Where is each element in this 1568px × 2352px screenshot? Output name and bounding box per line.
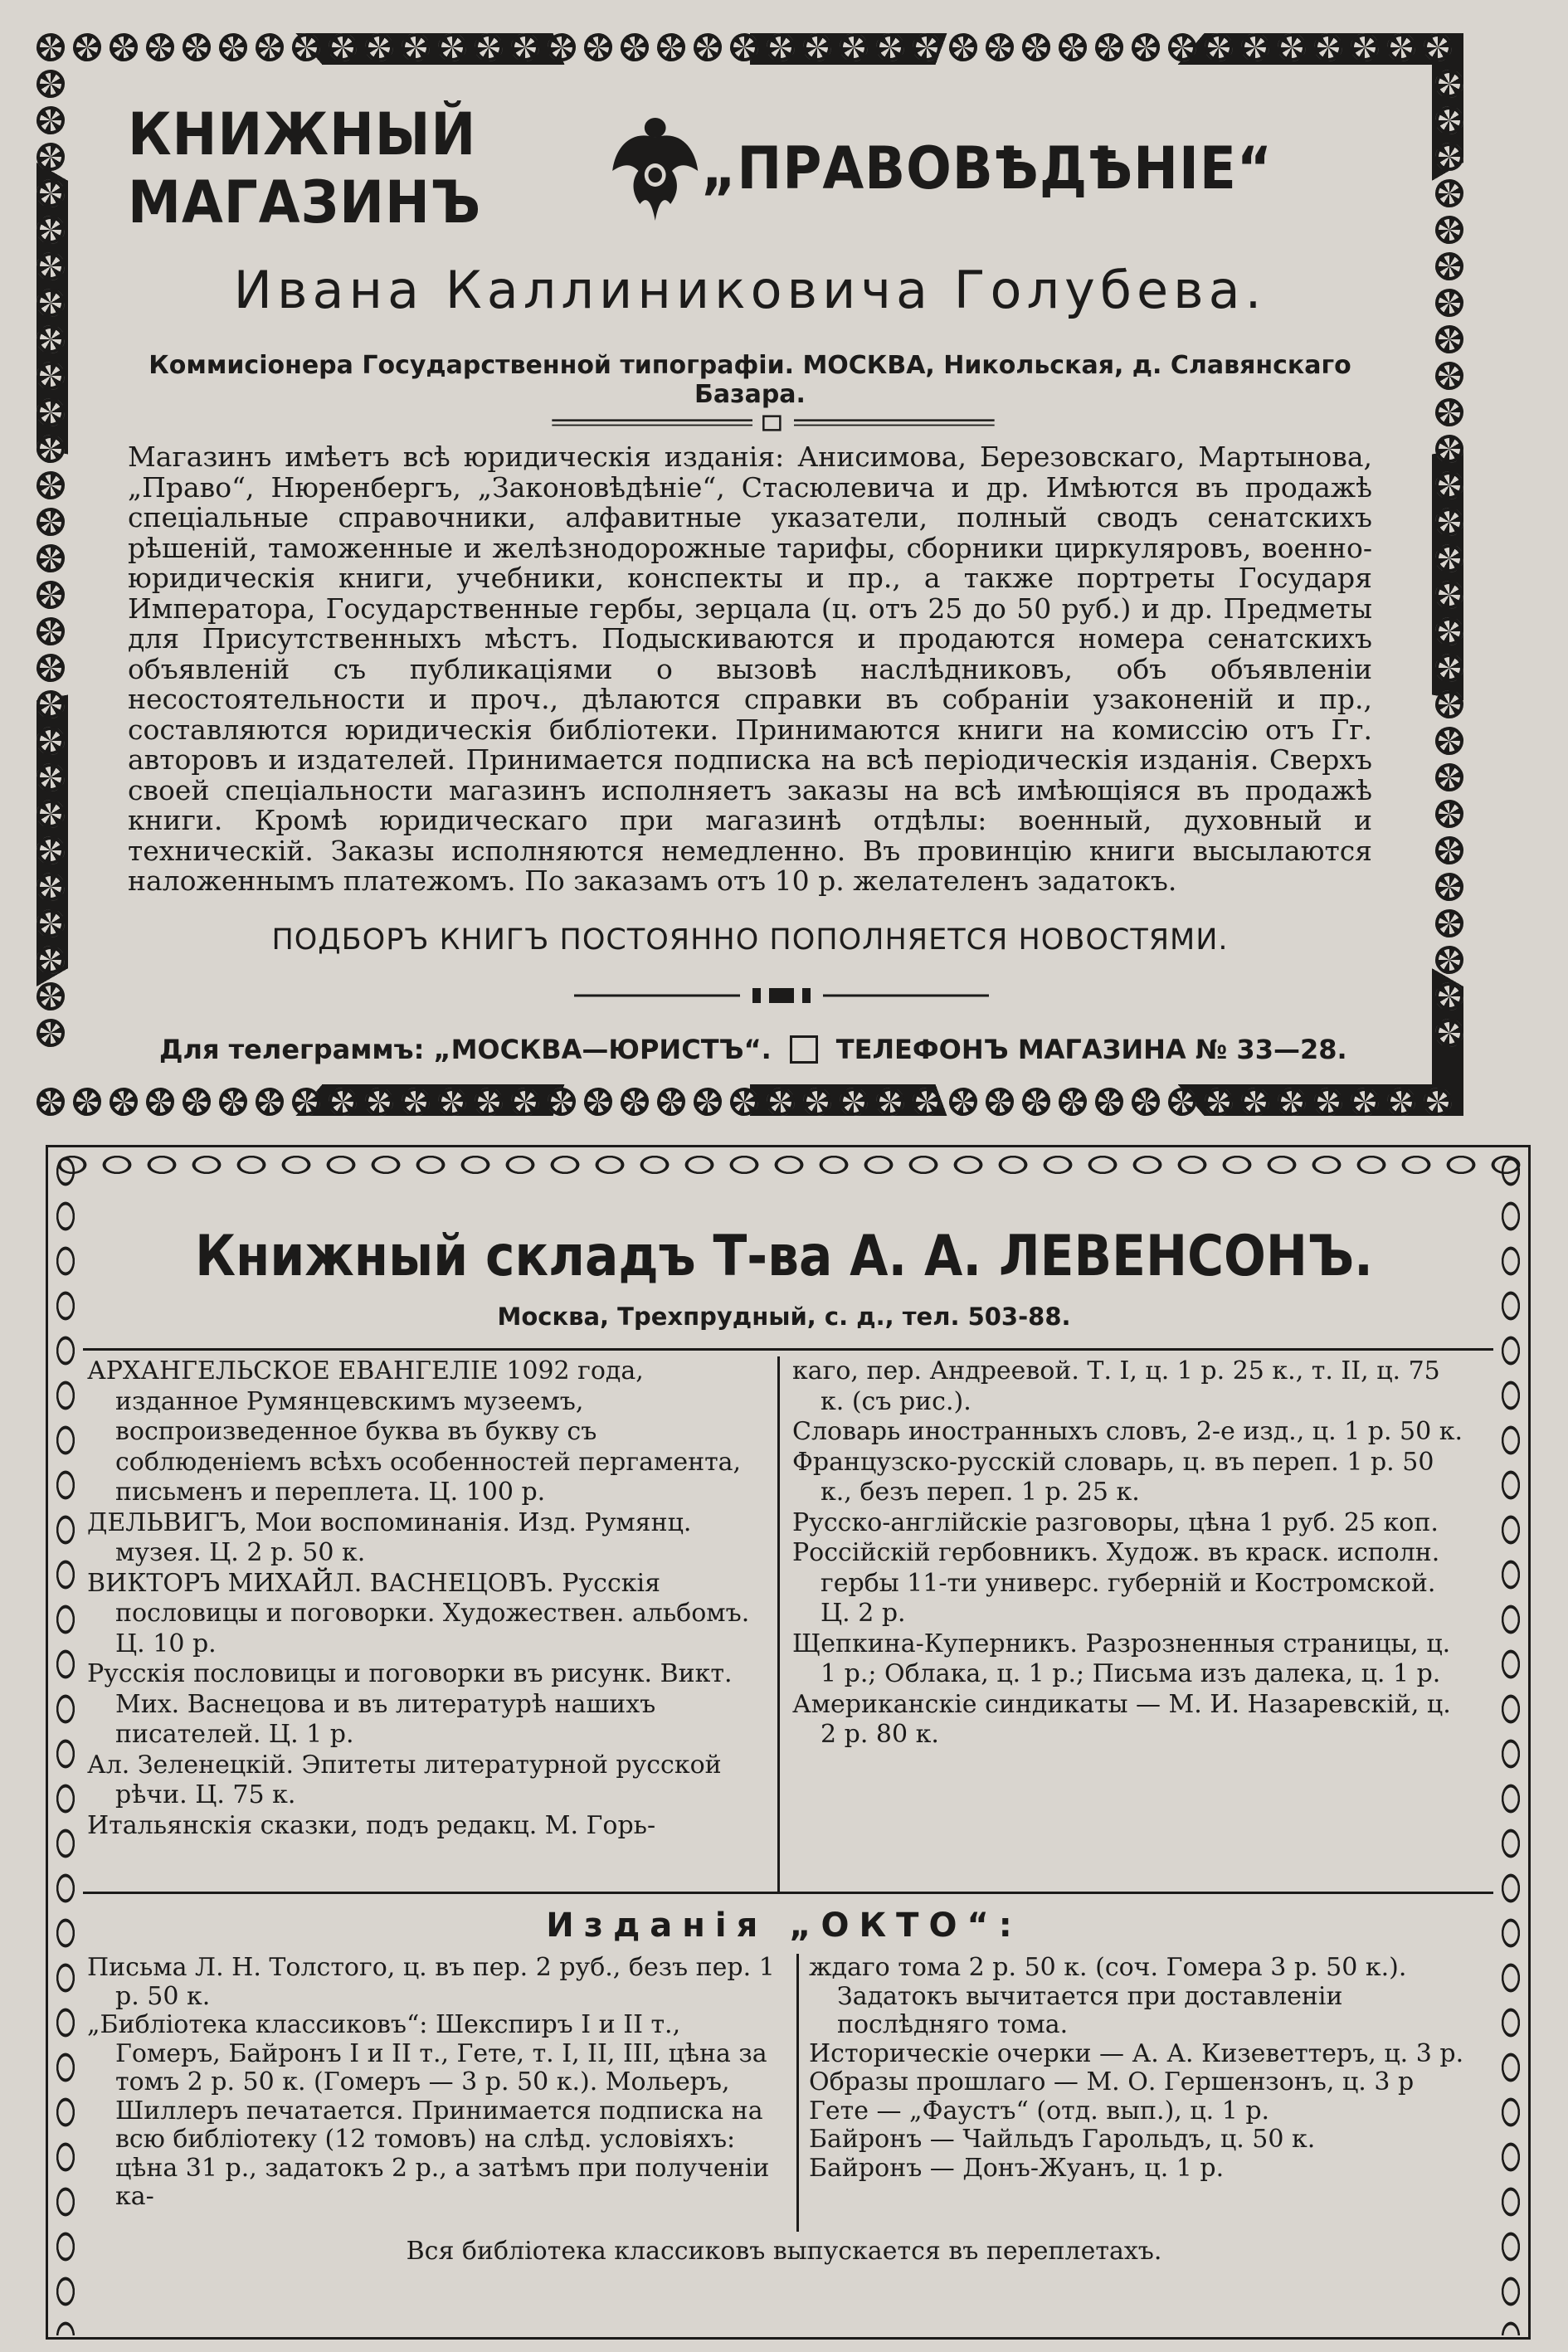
- wreath-ornament-icon: [584, 33, 612, 61]
- wreath-ornament-icon: [37, 873, 65, 901]
- double-headed-eagle-icon: [610, 110, 701, 226]
- wreath-ornament-icon: [1435, 727, 1463, 755]
- wreath-ornament-icon: [1314, 1088, 1342, 1116]
- wreath-ornament-icon: [37, 800, 65, 828]
- wreath-ornament-icon: [1205, 1088, 1233, 1116]
- wreath-ornament-icon: [73, 33, 101, 61]
- subtitle: Коммисіонера Государственной типографіи. МОСКВА, Никольская, д. Славянскаго Базара.: [149, 351, 1351, 409]
- list-item: „Библіотека классиковъ“: Шекспиръ I и II т., Гомеръ, Байронъ I и II т., Гете, т. I, II, III, цѣна за томъ 2 р. 50 к. (Гомеръ — 3 р. 50 к.). Мольеръ, Шиллеръ печатается. Принимается подписка на всю библіотеку (12 томовъ) на слѣд. условіяхъ: цѣна 31 р., задатокъ 2 р., а затѣмъ при полученіи ка-: [87, 2010, 770, 2211]
- wreath-ornament-icon: [1022, 33, 1050, 61]
- wreath-ornament-icon: [1435, 800, 1463, 828]
- rule-top: [83, 1348, 1493, 1351]
- list-item: Письма Л. Н. Толстого, ц. въ пер. 2 руб., безъ пер. 1 р. 50 к.: [87, 1953, 775, 2011]
- wreath-ornament-icon: [730, 33, 758, 61]
- wreath-ornament-icon: [1435, 982, 1463, 1010]
- shop-phone: ТЕЛЕФОНЪ МАГАЗИНА № 33—28.: [835, 1034, 1347, 1065]
- square-ornament-icon: [790, 1035, 818, 1064]
- wreath-ornament-icon: [256, 1088, 284, 1116]
- wreath-ornament-icon: [548, 33, 576, 61]
- wreath-ornament-icon: [256, 33, 284, 61]
- list-item: Ал. Зеленецкій. Эпитеты литературной русской рѣчи. Ц. 75 к.: [87, 1750, 722, 1809]
- wreath-ornament-icon: [1435, 362, 1463, 390]
- wreath-ornament-icon: [146, 1088, 174, 1116]
- column-rule: [777, 1356, 780, 1892]
- wreath-ornament-icon: [1435, 873, 1463, 901]
- okto-right-column: [809, 1954, 1473, 2183]
- wreath-ornament-icon: [1241, 33, 1269, 61]
- list-item: Байронъ — Чайльдъ Гарольдъ, ц. 50 к.: [809, 2125, 1316, 2154]
- wreath-ornament-icon: [183, 33, 211, 61]
- wreath-ornament-icon: [949, 33, 977, 61]
- levenson-address: Москва, Трехпрудный, с. д., тел. 503-88.: [497, 1303, 1071, 1331]
- wreath-ornament-icon: [402, 33, 430, 61]
- wreath-ornament-icon: [548, 1088, 576, 1116]
- okto-title: Изданія „ОКТО“:: [546, 1906, 1022, 1945]
- wreath-ornament-icon: [1435, 143, 1463, 171]
- wreath-ornament-icon: [1435, 690, 1463, 718]
- wreath-ornament-icon: [1095, 33, 1123, 61]
- wreath-ornament-icon: [292, 1088, 320, 1116]
- list-item: Русско-англійскіе разговоры, цѣна 1 руб. 25 коп.: [792, 1507, 1439, 1537]
- wreath-ornament-icon: [37, 617, 65, 645]
- wreath-ornament-icon: [1435, 654, 1463, 682]
- list-item: АРХАНГЕЛЬСКОЕ ЕВАНГЕЛІЕ 1092 года, изданное Румянцевскимъ музеемъ, воспроизведенное буква въ букву съ соблюденіемъ всѣхъ особенностей пергамента, письменъ и переплета. Ц. 100 р.: [87, 1356, 742, 1507]
- wreath-ornament-icon: [37, 909, 65, 937]
- wreath-ornament-icon: [1132, 1088, 1160, 1116]
- wreath-ornament-icon: [803, 33, 831, 61]
- wreath-ornament-icon: [913, 33, 941, 61]
- wreath-ornament-icon: [1435, 216, 1463, 244]
- wreath-ornament-icon: [621, 1088, 649, 1116]
- wreath-ornament-icon: [803, 1088, 831, 1116]
- levenson-right-column: [792, 1356, 1468, 1751]
- wreath-ornament-icon: [840, 1088, 868, 1116]
- wreath-ornament-icon: [1435, 836, 1463, 864]
- list-item: Американскіе синдикаты — М. И. Назаревскій, ц. 2 р. 80 к.: [792, 1689, 1451, 1749]
- chain-border-top: [50, 1149, 1527, 1181]
- wreath-ornament-icon: [1435, 471, 1463, 499]
- wreath-ornament-icon: [1278, 1088, 1306, 1116]
- ornamental-divider: [508, 415, 1039, 431]
- okto-column-rule: [796, 1954, 799, 2232]
- wreath-ornament-icon: [1059, 33, 1087, 61]
- wreath-ornament-icon: [37, 581, 65, 609]
- ornamental-divider-2: [574, 986, 989, 1006]
- levenson-title: Книжный складъ Т-ва А. А. ЛЕВЕНСОНЪ.: [195, 1224, 1373, 1289]
- wreath-ornament-icon: [876, 1088, 904, 1116]
- rule-middle: [83, 1892, 1493, 1894]
- wreath-ornament-icon: [949, 1088, 977, 1116]
- wreath-ornament-icon: [1351, 1088, 1379, 1116]
- wreath-ornament-icon: [438, 33, 466, 61]
- wreath-ornament-icon: [37, 836, 65, 864]
- wreath-ornament-icon: [37, 946, 65, 974]
- shop-title-row: [128, 100, 1273, 236]
- wreath-ornament-icon: [365, 1088, 393, 1116]
- okto-left-column: [87, 1954, 784, 2212]
- wreath-ornament-icon: [1387, 33, 1415, 61]
- shop-description: Магазинъ имѣетъ всѣ юридическія изданія: Анисимова, Березовскаго, Мартынова, „Право“, Нюренбергъ, „Законовѣдѣніе“, Стасюлевича и др. Имѣются въ продажѣ спеціальные справочники, алфавитные указатели, полный сводъ сенатскихъ рѣшеній, таможенные и желѣзнодорожные тарифы, сборники циркуляровъ, военно-юридическія книги, учебники, конспекты и пр., а также портреты Государя Императора, Государственные гербы, зерцала (ц. отъ 25 до 50 руб.) и др. Предметы для Присутственныхъ мѣстъ. Подыскиваются и продаются номера сенатскихъ объявленій съ публикаціями о вызовѣ наслѣдниковъ, объ объявленіи несостоятельности и проч., дѣлаются справки въ собраніи узаконеній и пр., составляются юридическія библіотеки. Принимаются книги на комиссію отъ Гг. авторовъ и издателей. Принимается подписка на всѣ періодическія изданія. Сверхъ своей спеціальности магазинъ исполняетъ заказы на всѣ имѣющіяся въ продажѣ книги. Кромѣ юридическаго при магазинѣ отдѣлы: военный, духовный и техническій. Заказы исполняются немедленно. Въ провинцію книги высылаются наложеннымъ платежомъ. По заказамъ отъ 10 р. желателенъ задатокъ.: [128, 441, 1372, 897]
- wreath-ornament-icon: [913, 1088, 941, 1116]
- wreath-ornament-icon: [37, 33, 65, 61]
- list-item: Французско-русскій словарь, ц. въ переп. 1 р. 50 к., безъ переп. 1 р. 25 к.: [792, 1447, 1434, 1507]
- wreath-ornament-icon: [329, 1088, 357, 1116]
- wreath-ornament-icon: [37, 70, 65, 98]
- wreath-ornament-icon: [1435, 544, 1463, 572]
- wreath-ornament-icon: [1435, 946, 1463, 974]
- wreath-ornament-icon: [365, 33, 393, 61]
- wreath-ornament-icon: [1435, 252, 1463, 280]
- wreath-ornament-icon: [657, 1088, 685, 1116]
- wreath-ornament-icon: [1241, 1088, 1269, 1116]
- list-item: Щепкина-Куперникъ. Разрозненныя страницы, ц. 1 р.; Облака, ц. 1 р.; Письма изъ далека, ц. 1 р.: [792, 1629, 1451, 1688]
- wreath-ornament-icon: [511, 1088, 539, 1116]
- wreath-ornament-icon: [1424, 33, 1452, 61]
- wreath-ornament-icon: [1314, 33, 1342, 61]
- wreath-ornament-icon: [1435, 617, 1463, 645]
- list-item: ждаго тома 2 р. 50 к. (соч. Гомера 3 р. 50 к.). Задатокъ вычитается при доставленіи послѣдняго тома.: [809, 1953, 1407, 2039]
- wreath-ornament-icon: [37, 982, 65, 1010]
- wreath-ornament-icon: [37, 727, 65, 755]
- owner-name: Ивана Каллиниковича Голубева.: [233, 260, 1267, 320]
- wreath-ornament-icon: [584, 1088, 612, 1116]
- wreath-ornament-icon: [1435, 508, 1463, 536]
- list-item: Итальянскія сказки, подъ редакц. М. Горь-: [87, 1810, 656, 1840]
- list-item: каго, пер. Андреевой. Т. I, ц. 1 р. 25 к., т. II, ц. 75 к. (съ рис.).: [792, 1356, 1440, 1416]
- wreath-ornament-icon: [986, 33, 1014, 61]
- wreath-ornament-icon: [37, 508, 65, 536]
- wreath-ornament-icon: [1435, 289, 1463, 317]
- wreath-ornament-icon: [475, 33, 503, 61]
- wreath-ornament-icon: [329, 33, 357, 61]
- wreath-ornament-icon: [840, 33, 868, 61]
- wreath-ornament-icon: [1424, 1088, 1452, 1116]
- slogan: ПОДБОРЪ КНИГЪ ПОСТОЯННО ПОПОЛНЯЕТСЯ НОВОСТЯМИ.: [271, 923, 1229, 957]
- wreath-ornament-icon: [1435, 581, 1463, 609]
- wreath-ornament-icon: [37, 435, 65, 463]
- shop-title-right: „ПРАВОВѢДѢНІЕ“: [701, 134, 1273, 202]
- wreath-ornament-icon: [1278, 33, 1306, 61]
- wreath-ornament-icon: [292, 33, 320, 61]
- wreath-ornament-icon: [1132, 33, 1160, 61]
- wreath-ornament-icon: [37, 1019, 65, 1047]
- wreath-ornament-icon: [37, 544, 65, 572]
- wreath-ornament-icon: [986, 1088, 1014, 1116]
- wreath-ornament-icon: [402, 1088, 430, 1116]
- wreath-ornament-icon: [1435, 325, 1463, 353]
- wreath-ornament-icon: [1435, 179, 1463, 207]
- wreath-ornament-icon: [1435, 435, 1463, 463]
- wreath-ornament-icon: [37, 252, 65, 280]
- levenson-left-column: [87, 1356, 763, 1841]
- contacts-line: [159, 1034, 1420, 1065]
- list-item: Россійскій гербовникъ. Худож. въ краск. исполн. гербы 11-ти универс. губерній и Костромской. Ц. 2 р.: [792, 1538, 1440, 1628]
- wreath-ornament-icon: [1435, 70, 1463, 98]
- wreath-ornament-icon: [1435, 398, 1463, 426]
- wreath-ornament-icon: [37, 289, 65, 317]
- wreath-ornament-icon: [110, 1088, 138, 1116]
- telegram-address: Для телеграммъ: „МОСКВА—ЮРИСТЪ“.: [159, 1034, 772, 1065]
- wreath-ornament-icon: [73, 1088, 101, 1116]
- list-item: ДЕЛЬВИГЪ, Мои воспоминанія. Изд. Румянц. музея. Ц. 2 р. 50 к.: [87, 1507, 692, 1567]
- wreath-ornament-icon: [767, 33, 795, 61]
- wreath-ornament-icon: [37, 398, 65, 426]
- wreath-ornament-icon: [37, 654, 65, 682]
- list-item: Историческіе очерки — А. А. Кизеветтеръ, ц. 3 р.: [809, 2038, 1464, 2068]
- wreath-ornament-icon: [110, 33, 138, 61]
- wreath-ornament-icon: [219, 33, 247, 61]
- wreath-ornament-icon: [1168, 33, 1196, 61]
- wreath-ornament-icon: [511, 33, 539, 61]
- wreath-ornament-icon: [694, 33, 722, 61]
- wreath-ornament-icon: [37, 179, 65, 207]
- list-item: Гете — „Фаустъ“ (отд. вып.), ц. 1 р.: [809, 2096, 1270, 2126]
- wreath-ornament-icon: [183, 1088, 211, 1116]
- wreath-ornament-icon: [37, 1088, 65, 1116]
- wreath-ornament-icon: [1022, 1088, 1050, 1116]
- wreath-ornament-icon: [1435, 106, 1463, 134]
- wreath-ornament-icon: [475, 1088, 503, 1116]
- wreath-ornament-icon: [37, 471, 65, 499]
- wreath-ornament-icon: [37, 763, 65, 791]
- wreath-ornament-icon: [694, 1088, 722, 1116]
- wreath-ornament-icon: [37, 106, 65, 134]
- wreath-ornament-icon: [1351, 33, 1379, 61]
- wreath-ornament-icon: [1435, 1019, 1463, 1047]
- wreath-ornament-icon: [657, 33, 685, 61]
- wreath-ornament-icon: [37, 143, 65, 171]
- wreath-ornament-icon: [37, 216, 65, 244]
- shop-title-left: КНИЖНЫЙ МАГАЗИНЪ: [128, 100, 482, 236]
- wreath-ornament-icon: [146, 33, 174, 61]
- golubev-advertisement: [37, 33, 1463, 1116]
- wreath-ornament-icon: [219, 1088, 247, 1116]
- list-item: Русскія пословицы и поговорки въ рисунк. Викт. Мих. Васнецова и въ литературѣ нашихъ писателей. Ц. 1 р.: [87, 1659, 733, 1749]
- list-item: Байронъ — Донъ-Жуанъ, ц. 1 р.: [809, 2153, 1225, 2183]
- wreath-ornament-icon: [767, 1088, 795, 1116]
- wreath-ornament-icon: [1435, 909, 1463, 937]
- wreath-ornament-icon: [621, 33, 649, 61]
- wreath-ornament-icon: [37, 690, 65, 718]
- wreath-ornament-icon: [1387, 1088, 1415, 1116]
- wreath-ornament-icon: [1435, 763, 1463, 791]
- wreath-ornament-icon: [1205, 33, 1233, 61]
- list-item: Словарь иностранныхъ словъ, 2-е изд., ц. 1 р. 50 к.: [792, 1417, 1463, 1446]
- list-item: Образы прошлаго — М. О. Гершензонъ, ц. 3 р: [809, 2067, 1415, 2096]
- wreath-ornament-icon: [1059, 1088, 1087, 1116]
- wreath-ornament-icon: [876, 33, 904, 61]
- wreath-ornament-icon: [1095, 1088, 1123, 1116]
- wreath-ornament-icon: [438, 1088, 466, 1116]
- list-item: ВИКТОРЪ МИХАЙЛ. ВАСНЕЦОВЪ. Русскія пословицы и поговорки. Художествен. альбомъ. Ц. 10 р.: [87, 1568, 750, 1658]
- wreath-ornament-icon: [37, 362, 65, 390]
- wreath-ornament-icon: [1168, 1088, 1196, 1116]
- wreath-ornament-icon: [730, 1088, 758, 1116]
- wreath-ornament-icon: [37, 325, 65, 353]
- okto-footer: Вся библіотека классиковъ выпускается въ переплетахъ.: [406, 2237, 1162, 2266]
